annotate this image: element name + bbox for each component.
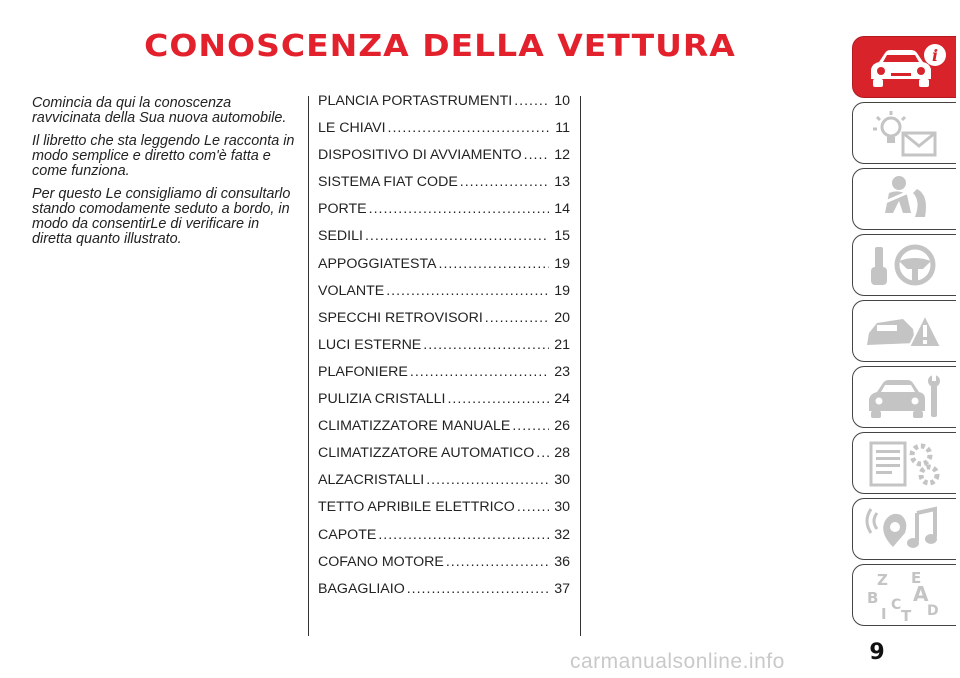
table-of-contents	[318, 93, 570, 608]
technical-data-icon	[863, 437, 947, 491]
toc-entry-page: 28	[554, 445, 570, 462]
toc-leader-dots	[517, 499, 549, 515]
toc-entry-page: 19	[554, 255, 570, 272]
toc-entry-title: LE CHIAVI	[318, 120, 386, 137]
toc-entry-title: PLAFONIERE	[318, 363, 408, 380]
index-letter: C	[891, 597, 902, 613]
key-steering-wheel-icon	[863, 239, 947, 293]
toc-leader-dots	[512, 418, 549, 434]
toc-entry-title: CLIMATIZZATORE AUTOMATICO	[318, 445, 535, 462]
toc-entry-title: PULIZIA CRISTALLI	[318, 391, 446, 408]
toc-leader-dots	[365, 228, 549, 244]
toc-entry[interactable]	[318, 364, 570, 391]
toc-entry-page: 36	[554, 553, 570, 570]
toc-leader-dots	[524, 147, 549, 163]
car-info-icon	[863, 41, 947, 95]
toc-entry-page: 32	[554, 526, 570, 543]
toc-leader-dots	[378, 527, 549, 543]
toc-entry-page: 19	[554, 282, 570, 299]
toc-leader-dots	[446, 554, 549, 570]
toc-entry-page: 30	[554, 472, 570, 489]
index-letter: T	[901, 607, 912, 623]
toc-entry-page: 20	[554, 309, 570, 326]
tab-safety[interactable]	[852, 168, 956, 230]
index-letter: Z	[877, 571, 888, 589]
tab-multimedia[interactable]	[852, 498, 956, 560]
tab-emergency[interactable]	[852, 300, 956, 362]
toc-entry-title: ALZACRISTALLI	[318, 472, 425, 489]
toc-leader-dots	[460, 174, 549, 190]
car-maintenance-icon	[863, 371, 947, 425]
toc-entry-page: 26	[554, 418, 570, 435]
toc-entry-page: 13	[554, 174, 570, 191]
toc-leader-dots	[447, 391, 549, 407]
tab-warning-lights[interactable]	[852, 102, 956, 164]
toc-entry[interactable]	[318, 256, 570, 283]
toc-entry-page: 10	[554, 93, 570, 109]
svg-text:i: i	[931, 46, 939, 65]
toc-entry-page: 15	[554, 228, 570, 245]
tab-index[interactable]	[852, 564, 956, 626]
tab-car-knowledge[interactable]	[852, 36, 956, 98]
toc-leader-dots	[388, 120, 549, 136]
toc-entry-page: 21	[554, 336, 570, 353]
toc-leader-dots	[439, 256, 549, 272]
toc-entry[interactable]	[318, 120, 570, 147]
index-letter: B	[867, 589, 879, 607]
toc-entry-page: 11	[555, 120, 570, 137]
toc-entry-page: 23	[554, 363, 570, 380]
toc-entry-title: APPOGGIATESTA	[318, 255, 437, 272]
toc-entry-title: COFANO MOTORE	[318, 553, 444, 570]
toc-entry[interactable]	[318, 391, 570, 418]
toc-leader-dots	[369, 201, 549, 217]
alphabetical-index-icon	[863, 569, 947, 623]
toc-entry-title: PLANCIA PORTASTRUMENTI	[318, 93, 513, 109]
toc-entry[interactable]	[318, 581, 570, 608]
toc-entry-title: DISPOSITIVO DI AVVIAMENTO	[318, 147, 522, 164]
toc-entry[interactable]	[318, 554, 570, 581]
car-emergency-icon	[863, 305, 947, 359]
toc-entry-title: CLIMATIZZATORE MANUALE	[318, 418, 511, 435]
toc-entry[interactable]	[318, 337, 570, 364]
warning-lights-icon	[863, 107, 947, 161]
intro-paragraph: Comincia da qui la conoscenza ravvicinata della Sua nuova automobile.	[32, 95, 287, 126]
toc-entry[interactable]	[318, 201, 570, 228]
toc-entry[interactable]	[318, 418, 570, 445]
toc-entry-title: VOLANTE	[318, 282, 385, 299]
intro-paragraph: Per questo Le consigliamo di consultarlo stando comodamente seduto a bordo, in modo da consentirLe di verificare in diretta quanto illustrato.	[32, 186, 291, 247]
toc-leader-dots	[386, 283, 549, 299]
toc-leader-dots	[514, 93, 549, 109]
column-divider-right	[580, 96, 581, 636]
watermark: carmanualsonline.info	[570, 650, 785, 673]
toc-leader-dots	[423, 337, 549, 353]
index-letter: E	[911, 569, 922, 587]
index-letter: I	[881, 605, 887, 623]
toc-leader-dots	[536, 445, 549, 461]
toc-leader-dots	[410, 364, 549, 380]
toc-entry-title: SEDILI	[318, 228, 363, 245]
tab-starting-driving[interactable]	[852, 234, 956, 296]
toc-leader-dots	[426, 472, 549, 488]
toc-entry[interactable]	[318, 93, 570, 120]
toc-entry-title: SISTEMA FIAT CODE	[318, 174, 458, 191]
intro-text	[32, 96, 302, 255]
toc-entry-title: PORTE	[318, 201, 367, 218]
page-title: CONOSCENZA DELLA VETTURA	[144, 27, 736, 64]
toc-entry[interactable]	[318, 147, 570, 174]
toc-entry-title: BAGAGLIAIO	[318, 580, 405, 597]
toc-leader-dots	[485, 310, 549, 326]
intro-paragraph: Il libretto che sta leggendo Le racconta in modo semplice e diretto com'è fatta e come funziona.	[32, 133, 295, 179]
toc-entry-page: 12	[554, 147, 570, 164]
multimedia-icon	[863, 503, 947, 557]
toc-entry-title: TETTO APRIBILE ELETTRICO	[318, 499, 515, 516]
tab-maintenance[interactable]	[852, 366, 956, 428]
index-letter: A	[913, 582, 929, 606]
toc-entry[interactable]	[318, 527, 570, 554]
page-number: 9	[869, 640, 885, 665]
column-divider-left	[308, 96, 309, 636]
tab-technical-data[interactable]	[852, 432, 956, 494]
toc-entry-page: 30	[554, 499, 570, 516]
seat-safety-icon	[863, 173, 947, 227]
toc-entry[interactable]	[318, 283, 570, 310]
toc-entry-page: 37	[554, 580, 570, 597]
toc-entry[interactable]	[318, 472, 570, 499]
toc-entry-title: LUCI ESTERNE	[318, 336, 422, 353]
toc-entry[interactable]	[318, 228, 570, 255]
toc-entry-page: 24	[554, 391, 570, 408]
index-letter: D	[927, 603, 939, 619]
toc-entry-title: SPECCHI RETROVISORI	[318, 309, 483, 326]
toc-entry-title: CAPOTE	[318, 526, 377, 543]
toc-leader-dots	[407, 581, 549, 597]
toc-entry[interactable]	[318, 174, 570, 201]
toc-entry[interactable]	[318, 445, 570, 472]
toc-entry[interactable]	[318, 310, 570, 337]
toc-entry[interactable]	[318, 499, 570, 526]
toc-entry-page: 14	[554, 201, 570, 218]
